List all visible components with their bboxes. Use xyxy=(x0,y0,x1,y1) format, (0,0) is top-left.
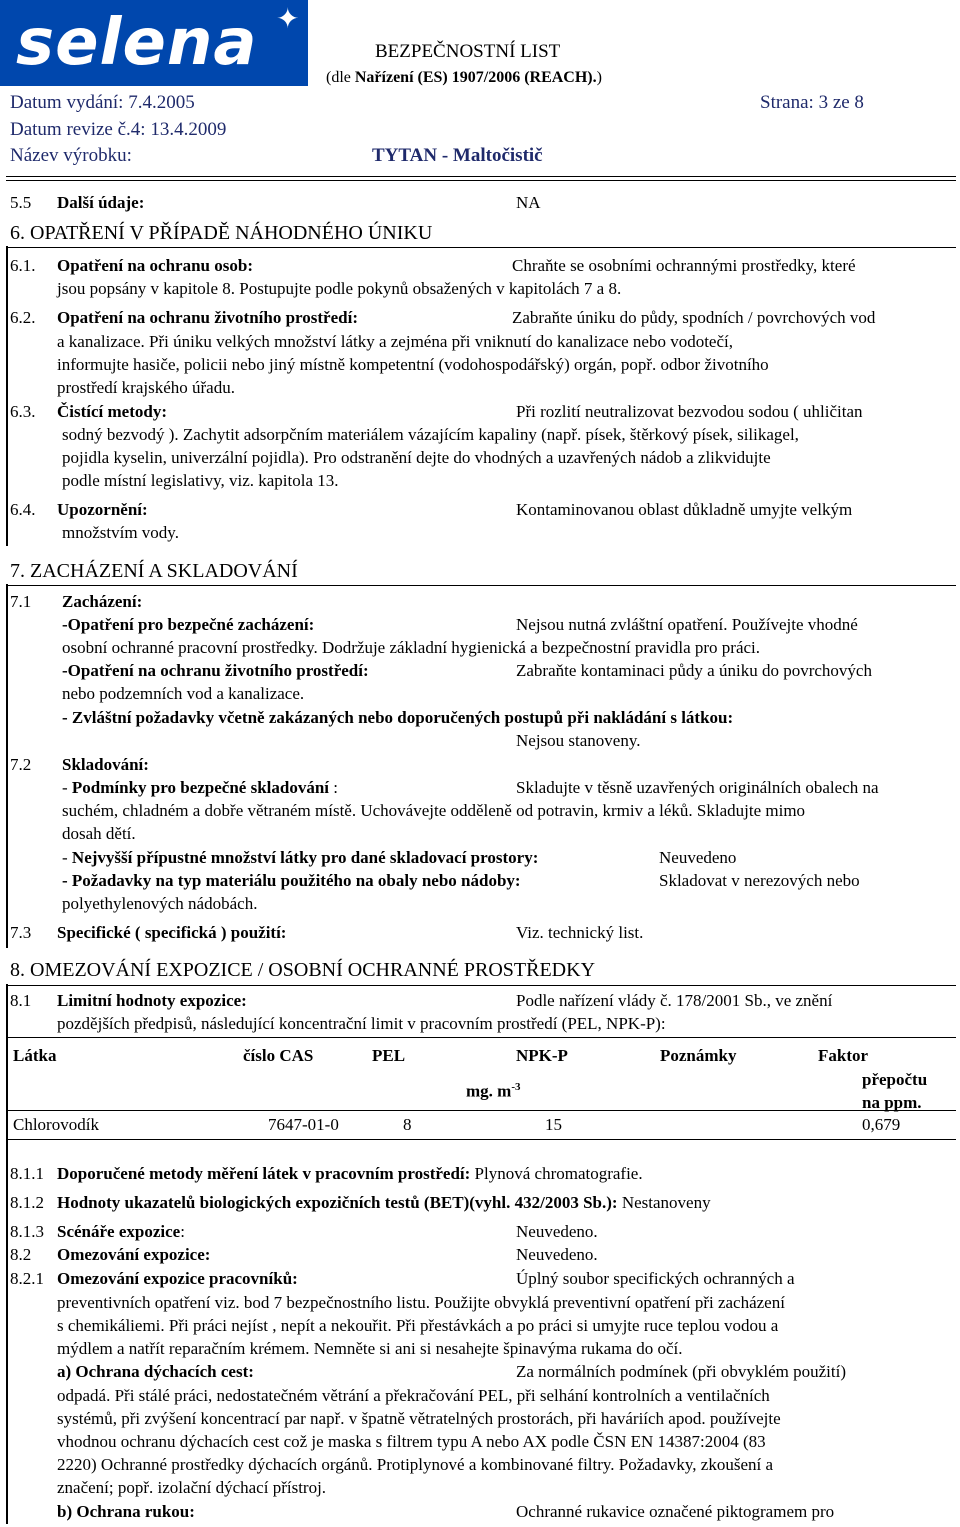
s82-number: 8.2 xyxy=(10,1245,32,1264)
s63-label: Čistící metody: xyxy=(57,402,168,421)
section6-top-rule xyxy=(6,247,956,248)
storage-conditions-label: - Podmínky pro bezpečné skladování : xyxy=(62,778,338,797)
col-header-factor: Faktor xyxy=(818,1046,869,1065)
s821-text: Úplný soubor specifických ochranných a xyxy=(516,1269,795,1288)
section8-top-rule xyxy=(6,985,956,986)
section7-left-border xyxy=(6,584,8,948)
special-requirements-label: - Zvláštní požadavky včetně zakázaných nebo doporučených postupů při nakládání s látkou: xyxy=(62,708,734,727)
s62-text: a kanalizace. Při úniku velkých množství látky a zejména při vniknutí do kanalizace nebo vodotečí, xyxy=(57,332,733,351)
s73-label: Specifické ( specifická ) použití: xyxy=(57,923,287,942)
hand-protection-label: b) Ochrana rukou: xyxy=(57,1502,195,1521)
col-header-npk: NPK-P xyxy=(516,1046,568,1065)
section7-title: 7. ZACHÁZENÍ A SKLADOVÁNÍ xyxy=(10,560,298,582)
hand-protection-text: Ochranné rukavice označené piktogramem pro xyxy=(516,1502,835,1521)
section8-left-border xyxy=(6,984,8,1524)
s811-line xyxy=(57,1163,643,1185)
logo-text: selena xyxy=(16,6,258,80)
s63-text: pojidla kyselin, univerzální pojidla). Pro odstranění dejte do vhodných a uzavřených nádob a zlikvidujte xyxy=(62,448,771,467)
col-header-factor: přepočtu xyxy=(862,1070,928,1089)
respiratory-protection-text: značení; popř. izolační dýchací přístroj. xyxy=(57,1478,327,1497)
s82-value: Neuvedeno. xyxy=(516,1245,598,1264)
s81-label: Limitní hodnoty expozice: xyxy=(57,991,247,1010)
s71-label: Zacházení: xyxy=(62,592,143,611)
s55-number: 5.5 xyxy=(10,193,32,212)
s813-line: Scénáře expozice: xyxy=(57,1222,185,1241)
s811-number: 8.1.1 xyxy=(10,1164,44,1183)
cell-pel: 8 xyxy=(403,1115,412,1134)
s811-value: Plynová chromatografie. xyxy=(470,1164,643,1183)
respiratory-protection-text: Za normálních podmínek (při obvyklém použití) xyxy=(516,1362,847,1381)
env-protection-label: -Opatření na ochranu životního prostředí: xyxy=(62,661,369,680)
packaging-label: - Požadavky na typ materiálu použitého na obaly nebo nádoby: xyxy=(62,871,521,890)
unit-label: mg. $m^{-3}$ xyxy=(466,1081,521,1101)
s812-value: Nestanoveny xyxy=(617,1193,711,1212)
safe-handling-text: osobní ochranné pracovní prostředky. Dodržuje základní hygienická a bezpečnostní pravidla pro práci. xyxy=(62,638,761,657)
s73-value: Viz. technický list. xyxy=(516,923,644,942)
s82-label: Omezování expozice: xyxy=(57,1245,211,1264)
revision-date: Datum revize č.4: 13.4.2009 xyxy=(10,119,227,140)
s62-label: Opatření na ochranu životního prostředí: xyxy=(57,308,358,327)
product-label: Název výrobku: xyxy=(10,145,132,166)
safe-handling-label: -Opatření pro bezpečné zacházení: xyxy=(62,615,315,634)
header-divider xyxy=(6,176,956,181)
cell-factor: 0,679 xyxy=(862,1115,901,1134)
s63-text: sodný bezvodý ). Zachytit adsorpčním materiálem vázajícím kapaliny (např. písek, štěrkový písek, silikagel, xyxy=(62,425,799,444)
col-header-substance: Látka xyxy=(13,1046,57,1065)
col-header-pel: PEL xyxy=(372,1046,406,1065)
packaging-text: Skladovat v nerezových nebo xyxy=(659,871,860,890)
s62-text: Zabraňte úniku do půdy, spodních / povrchových vod xyxy=(512,308,876,327)
s821-label: Omezování expozice pracovníků: xyxy=(57,1269,298,1288)
s55-value: NA xyxy=(516,193,541,212)
max-quantity-label: - Nejvyšší přípustné množství látky pro dané skladovací prostory: xyxy=(62,848,539,867)
respiratory-protection-text: odpadá. Při stálé práci, nedostatečném větrání a překračování PEL, při selhání kontrolních a ventilačních xyxy=(57,1386,770,1405)
unit-superscript: -3 xyxy=(511,1081,521,1093)
storage-conditions-text: suchém, chladném a dobře větraném místě. Uchovávejte odděleně od potravin, krmiv a léků. Skladujte mimo xyxy=(62,801,806,820)
storage-conditions-text: Skladujte v těsně uzavřených originálních obalech na xyxy=(516,778,879,797)
s821-text: preventivních opatření viz. bod 7 bezpečnostního listu. Použijte obvyklá preventivní opatření při zacházení xyxy=(57,1293,785,1312)
s61-label: Opatření na ochranu osob: xyxy=(57,256,253,275)
s813-number: 8.1.3 xyxy=(10,1222,44,1241)
s62-text: prostředí krajského úřadu. xyxy=(57,378,235,397)
s63-text: Při rozlití neutralizovat bezvodou sodou ( uhličitan xyxy=(516,402,863,421)
s64-text: množstvím vody. xyxy=(62,523,179,542)
s812-number: 8.1.2 xyxy=(10,1193,44,1212)
logo-star-icon: ✦ xyxy=(276,4,300,35)
section7-top-rule xyxy=(6,585,956,586)
s813-value: Neuvedeno. xyxy=(516,1222,598,1241)
s64-number: 6.4. xyxy=(10,500,36,519)
s72-label: Skladování: xyxy=(62,755,149,774)
col-header-factor: na ppm. xyxy=(862,1093,922,1112)
env-protection-text: Zabraňte kontaminaci půdy a úniku do povrchových xyxy=(516,661,872,680)
storage-conditions-text: dosah dětí. xyxy=(62,824,136,843)
s62-text: informujte hasiče, policii nebo jiný místně kompetentní (vodohospodářský) orgán, popř. odbor životního xyxy=(57,355,769,374)
max-quantity-value: Neuvedeno xyxy=(659,848,737,867)
issue-date: Datum vydání: 7.4.2005 xyxy=(10,92,195,113)
s812-label: Hodnoty ukazatelů biologických expozičních testů (BET)(vyhl. 432/2003 Sb.): xyxy=(57,1193,618,1212)
document-subtitle: (dle Nařízení (ES) 1907/2006 (REACH).) xyxy=(326,69,602,86)
s821-text: s chemikáliemi. Při práci nejíst , nepít a nekouřit. Při přestávkách a po práci si umyjte ruce teplou vodou a xyxy=(57,1316,779,1335)
section8-title: 8. OMEZOVÁNÍ EXPOZICE / OSOBNÍ OCHRANNÉ PROSTŘEDKY xyxy=(10,959,596,981)
special-requirements-value: Nejsou stanoveny. xyxy=(516,731,641,750)
cell-cas: 7647-01-0 xyxy=(268,1115,339,1134)
table-top-rule xyxy=(6,1037,956,1038)
s811-label: Doporučené metody měření látek v pracovním prostředí: xyxy=(57,1164,471,1183)
s63-number: 6.3. xyxy=(10,402,36,421)
safe-handling-text: Nejsou nutná zvláštní opatření. Používejte vhodné xyxy=(516,615,858,634)
cell-substance: Chlorovodík xyxy=(13,1115,99,1134)
s73-number: 7.3 xyxy=(10,923,32,942)
respiratory-protection-text: 2220) Ochranné prostředky dýchacích orgánů. Protiplynové a kombinované filtry. Požadavky, zkoušení a xyxy=(57,1455,774,1474)
respiratory-protection-text: systémů, při zvýšení koncentrací par např. v špatně větratelných prostorách, při haváriích apod. používejte xyxy=(57,1409,781,1428)
page-number: Strana: 3 ze 8 xyxy=(760,92,864,113)
col-header-notes: Poznámky xyxy=(660,1046,737,1065)
s61-text: jsou popsány v kapitole 8. Postupujte podle pokynů obsažených v kapitolách 7 a 8. xyxy=(57,279,622,298)
col-header-cas: číslo CAS xyxy=(243,1046,314,1065)
s81-text: Podle nařízení vlády č. 178/2001 Sb., ve znění xyxy=(516,991,833,1010)
cell-npk: 15 xyxy=(545,1115,562,1134)
product-name: TYTAN - Maltočistič xyxy=(372,145,543,166)
table-bottom-rule xyxy=(6,1139,956,1140)
s812-line xyxy=(57,1192,711,1214)
s62-number: 6.2. xyxy=(10,308,36,327)
s61-number: 6.1. xyxy=(10,256,36,275)
env-protection-text: nebo podzemních vod a kanalizace. xyxy=(62,684,305,703)
respiratory-protection-label: a) Ochrana dýchacích cest: xyxy=(57,1362,254,1381)
s81-text: pozdějších předpisů, následující koncentrační limit v pracovním prostředí (PEL, NPK-P): xyxy=(57,1014,666,1033)
s64-label: Upozornění: xyxy=(57,500,148,519)
document-title: BEZPEČNOSTNÍ LIST xyxy=(375,41,561,62)
section6-title: 6. OPATŘENÍ V PŘÍPADĚ NÁHODNÉHO ÚNIKU xyxy=(10,222,433,244)
s821-number: 8.2.1 xyxy=(10,1269,44,1288)
packaging-text: polyethylenových nádobách. xyxy=(62,894,258,913)
s81-number: 8.1 xyxy=(10,991,32,1010)
s55-label: Další údaje: xyxy=(57,193,145,212)
respiratory-protection-text: vhodnou ochranu dýchacích cest což je maska s filtrem typu A nebo AX podle ČSN EN 14387:2004 (83 xyxy=(57,1432,766,1451)
s63-text: podle místní legislativy, viz. kapitola 13. xyxy=(62,471,339,490)
s64-text: Kontaminovanou oblast důkladně umyjte velkým xyxy=(516,500,853,519)
section6-left-border xyxy=(6,246,8,546)
company-logo xyxy=(0,0,308,86)
s61-text: Chraňte se osobními ochrannými prostředky, které xyxy=(512,256,856,275)
table-header-rule xyxy=(6,1110,956,1111)
s821-text: mýdlem a natřít reparačním krémem. Nemněte si ani si nesahejte špinavýma rukama do očí. xyxy=(57,1339,683,1358)
s71-number: 7.1 xyxy=(10,592,32,611)
s72-number: 7.2 xyxy=(10,755,32,774)
